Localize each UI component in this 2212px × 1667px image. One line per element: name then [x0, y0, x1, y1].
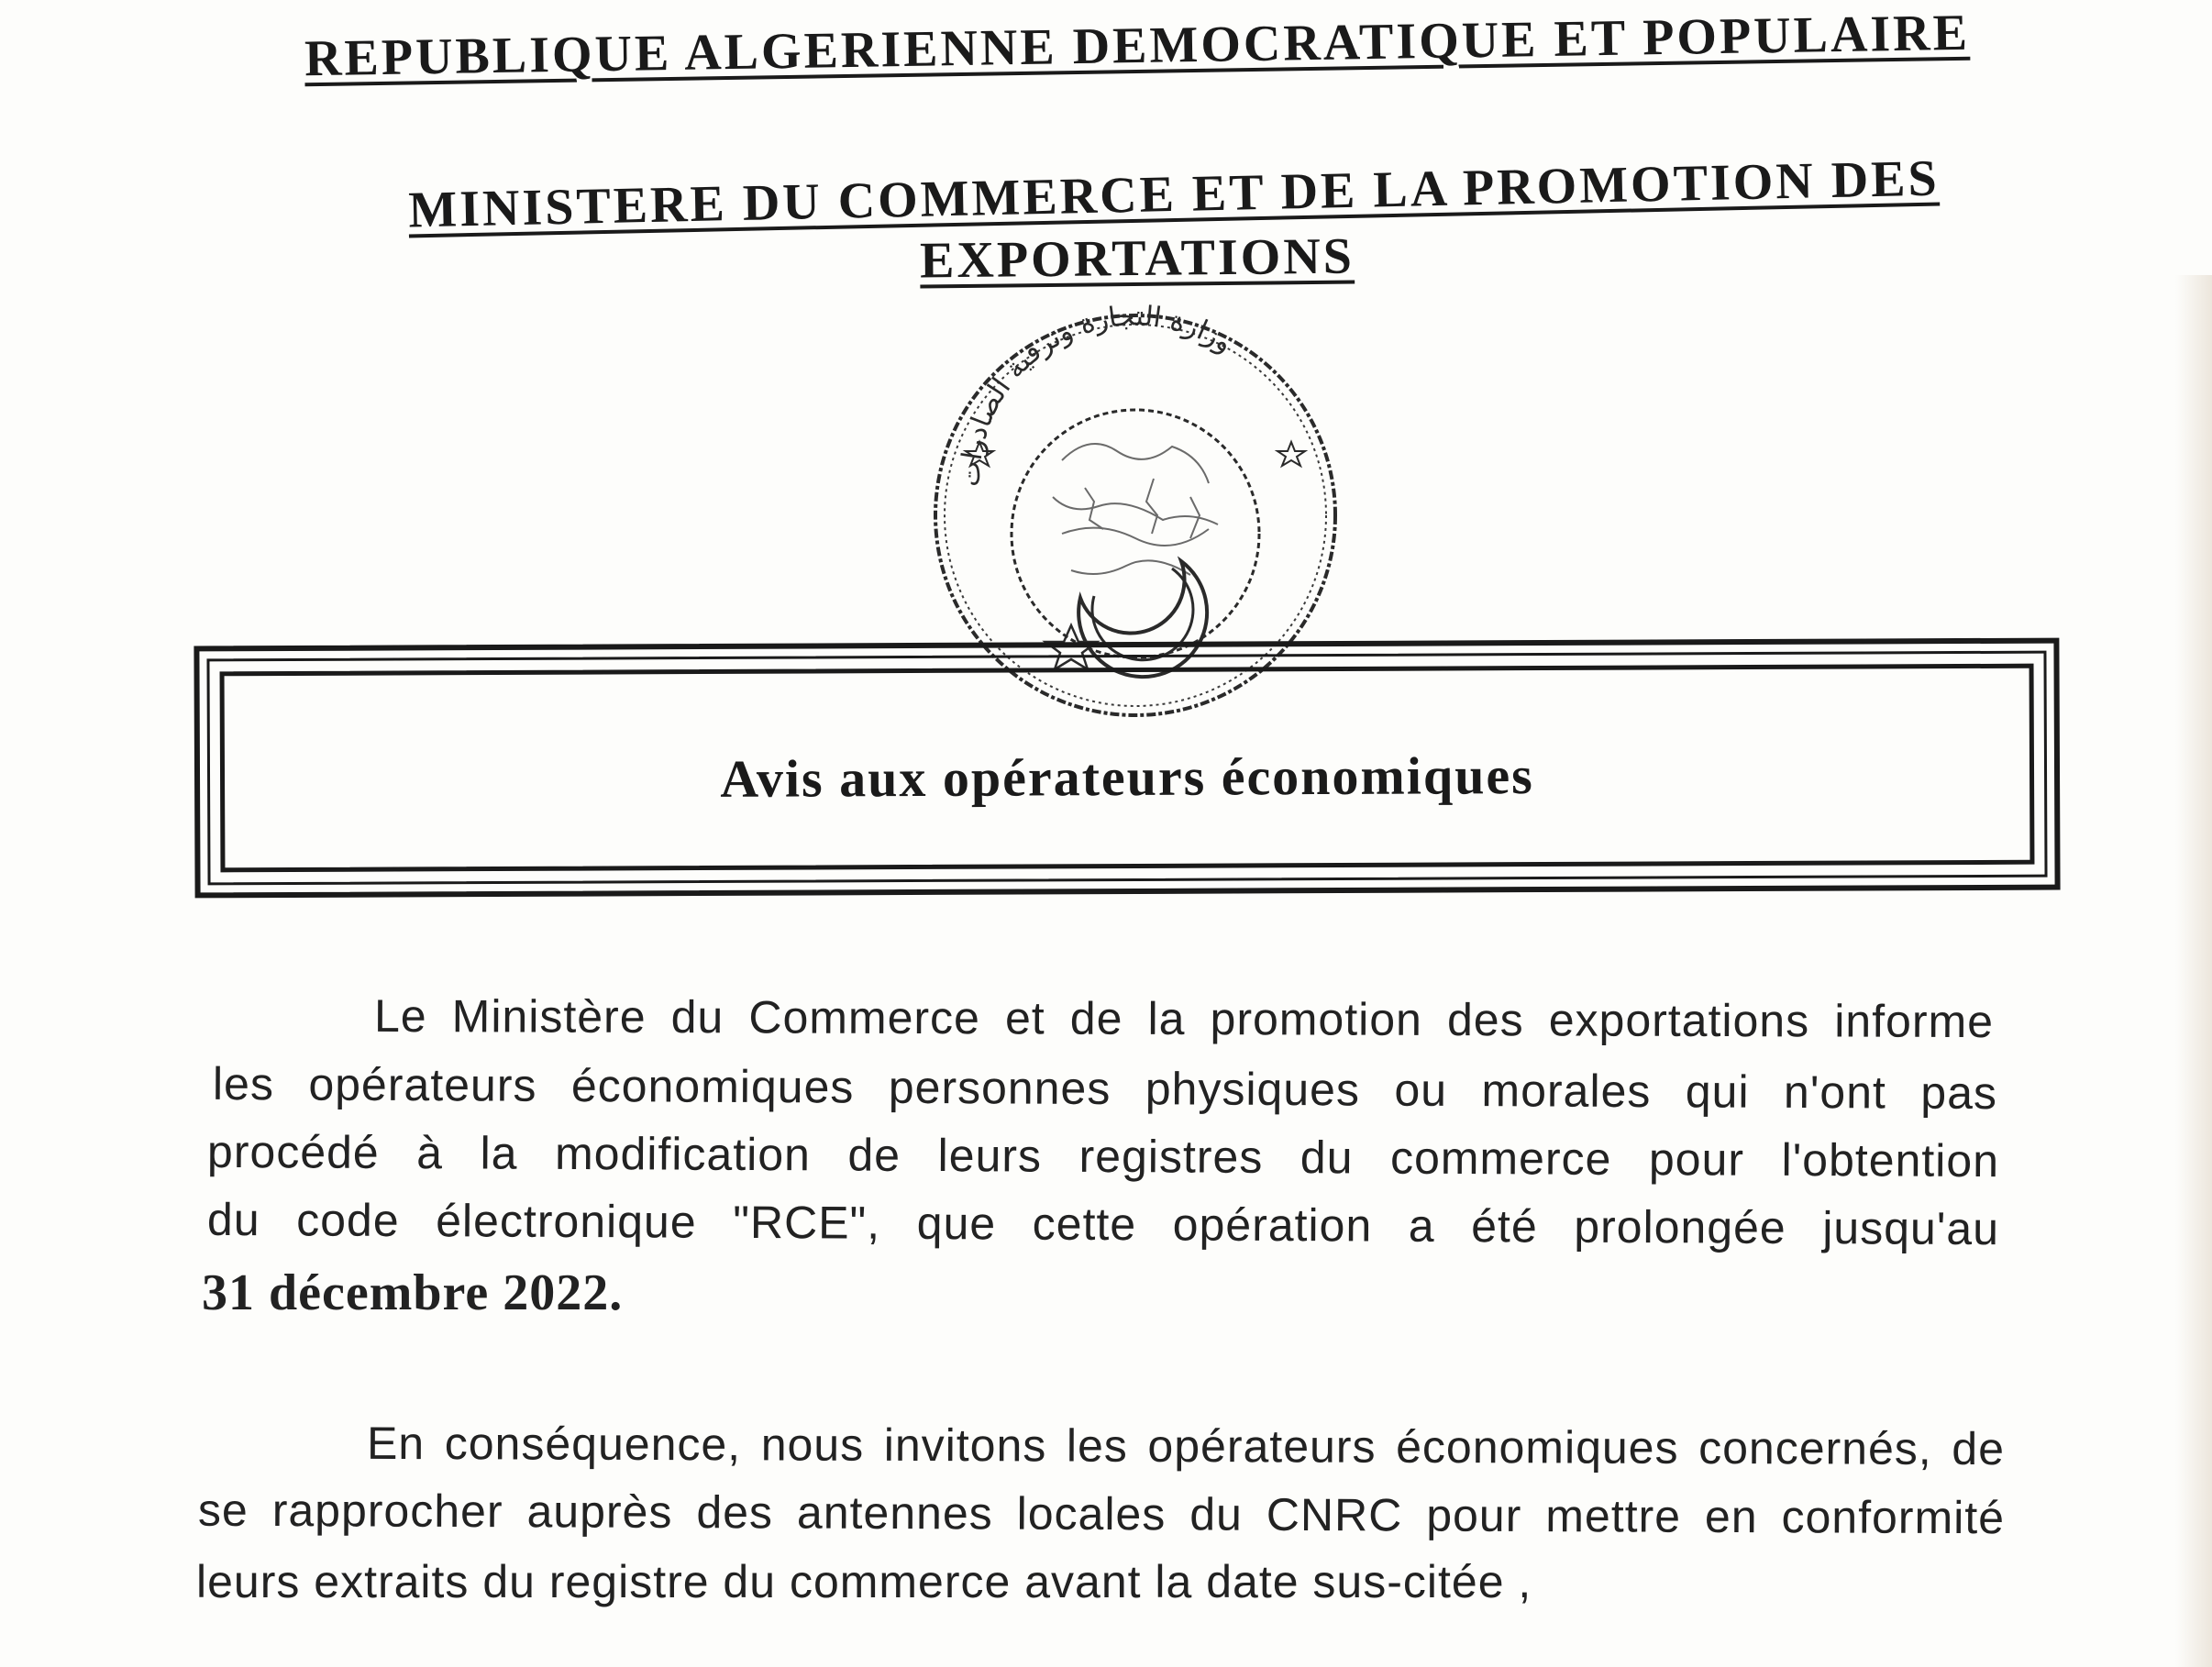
paragraph-1-line: du code électronique "RCE", que cette opération a été prolongée jusqu'au: [206, 1193, 2000, 1255]
deadline-date: 31 décembre 2022.: [202, 1264, 624, 1321]
paragraph-1-line: Le Ministère du Commerce et de la promotion des exportations informe: [373, 989, 1995, 1048]
paragraph-2-line: leurs extraits du registre du commerce avant la date sus-citée ,: [196, 1556, 1532, 1607]
republic-heading: REPUBLIQUE ALGERIENNE DEMOCRATIQUE ET POPULAIRE: [304, 4, 1971, 88]
seal-arabic-text: وزارة التجارة وترقية الصادرات: [954, 304, 1239, 488]
paragraph-1-line: procédé à la modification de leurs registres du commerce pour l'obtention: [206, 1125, 2000, 1187]
ministry-heading-line2: EXPORTATIONS: [919, 227, 1355, 290]
emblem-texture: [1053, 444, 1218, 575]
paragraph-1-line: les opérateurs économiques personnes physiques ou morales qui n'ont pas: [212, 1057, 1998, 1120]
paper-edge-shadow: [2175, 275, 2212, 1667]
notice-title-box: [194, 638, 2060, 899]
paragraph-2-line: se rapprocher auprès des antennes locales du CNRC pour mettre en conformité: [197, 1484, 2006, 1544]
paragraph-2-line: En conséquence, nous invitons les opérateurs économiques concernés, de: [366, 1417, 2006, 1475]
notice-title: Avis aux opérateurs économiques: [720, 745, 1534, 809]
star-icon: [1277, 442, 1305, 466]
ministry-heading-line1: MINISTERE DU COMMERCE ET DE LA PROMOTION DES: [407, 149, 1941, 239]
